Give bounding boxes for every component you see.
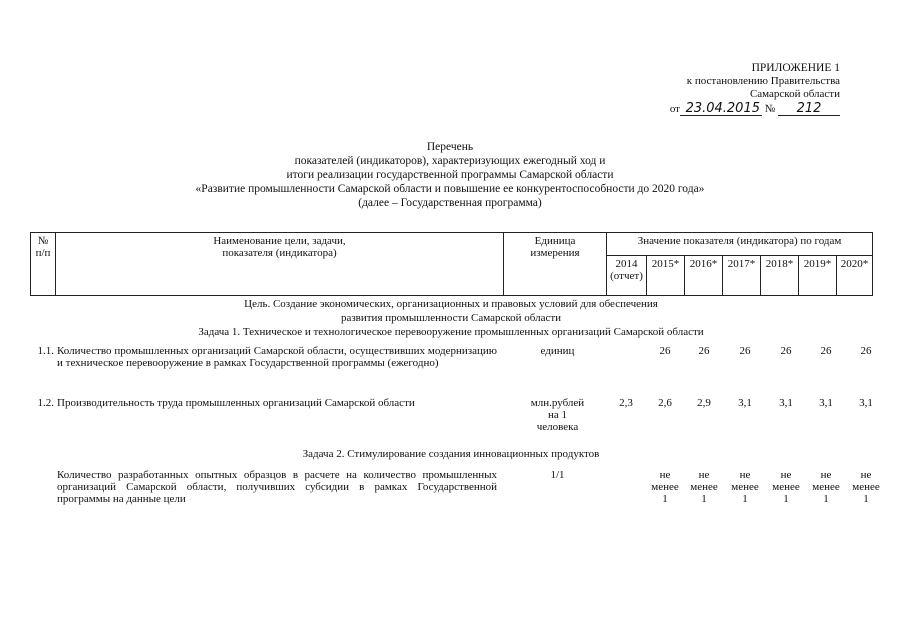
- header-year: 2020*: [837, 256, 873, 296]
- row-value-2018: [767, 469, 805, 505]
- title-line-2: показателей (индикаторов), характеризующих ежегодный ход и: [294, 155, 606, 167]
- row-value-2017: 26: [739, 345, 751, 357]
- task-2-heading: Задача 2. Стимулирование создания инновационных продуктов: [302, 448, 600, 460]
- task-1-heading: Задача 1. Техническое и технологическое перевооружение промышленных организаций Самарской области: [198, 326, 704, 338]
- header-unit: [504, 233, 607, 296]
- header-values-title: Значение показателя (индикатора) по годам: [607, 233, 873, 256]
- row-unit-line-3: человека: [536, 421, 579, 433]
- row-value-2016: 26: [698, 345, 710, 357]
- handwritten-date: 23.04.2015: [680, 102, 762, 116]
- header-name: [56, 233, 504, 296]
- table-body: [30, 297, 880, 513]
- value-line-3: 1: [783, 493, 789, 505]
- value-line-3: 1: [823, 493, 829, 505]
- row-value-2018: 3,1: [779, 397, 793, 409]
- header-year: 2017*: [723, 256, 761, 296]
- row-value-2019: 26: [820, 345, 832, 357]
- table-row: [30, 469, 880, 513]
- row-value-2017: [726, 469, 764, 505]
- value-line-3: 1: [701, 493, 707, 505]
- row-value-2016: [685, 469, 723, 505]
- row-number: 1.1.: [37, 345, 54, 357]
- value-line-2: менее: [772, 481, 800, 493]
- row-unit: [506, 397, 609, 433]
- header-year: 2016*: [685, 256, 723, 296]
- row-unit-line-1: млн.рублей: [530, 397, 585, 409]
- header-num-line-1: №: [37, 235, 49, 247]
- appendix-block: [600, 62, 840, 116]
- row-value-2014: 2,3: [619, 397, 633, 409]
- value-line-1: не: [659, 469, 671, 481]
- row-value-2020: 26: [860, 345, 872, 357]
- row-value-2016: 2,9: [697, 397, 711, 409]
- row-value-2015: 26: [659, 345, 671, 357]
- value-line-3: 1: [662, 493, 668, 505]
- header-year: 2019*: [799, 256, 837, 296]
- table-row: [30, 345, 872, 397]
- appendix-title: ПРИЛОЖЕНИЕ 1: [751, 62, 840, 74]
- title-line-4: «Развитие промышленности Самарской области и повышение ее конкурентоспособности до 2020 года»: [195, 183, 705, 195]
- document-title: [140, 140, 760, 210]
- appendix-sign-line: [600, 102, 840, 116]
- appendix-region-line: Самарской области: [749, 88, 840, 100]
- value-line-1: не: [698, 469, 710, 481]
- value-line-3: 1: [863, 493, 869, 505]
- value-line-2: менее: [690, 481, 718, 493]
- value-line-1: не: [860, 469, 872, 481]
- row-name: Количество промышленных организаций Самарской области, осуществивших модернизацию и техническое перевооружение в рамках Государственной программы (ежегодно): [57, 345, 497, 369]
- value-line-1: не: [820, 469, 832, 481]
- value-line-2: менее: [852, 481, 880, 493]
- row-unit-line-2: на 1: [547, 409, 568, 421]
- header-year-2014-note: (отчет): [610, 270, 643, 283]
- header-num-line-2: п/п: [35, 247, 51, 259]
- header-year: 2015*: [647, 256, 685, 296]
- row-unit: 1/1: [550, 469, 565, 481]
- title-line-3: итоги реализации государственной программы Самарской области: [286, 169, 614, 181]
- value-line-1: не: [739, 469, 751, 481]
- header-year-2014-label: 2014: [615, 258, 638, 271]
- row-value-2019: [807, 469, 845, 505]
- row-value-2018: 26: [780, 345, 792, 357]
- row-value-2015: [646, 469, 684, 505]
- from-label: от: [669, 103, 680, 115]
- appendix-decree-line: к постановлению Правительства: [686, 75, 840, 87]
- goal-line-2: развития промышленности Самарской области: [340, 312, 562, 324]
- table-header: [30, 232, 873, 296]
- table-row: [30, 397, 872, 447]
- header-num: [31, 233, 56, 296]
- row-value-2020: 3,1: [859, 397, 873, 409]
- value-line-2: менее: [651, 481, 679, 493]
- goal-heading: [30, 297, 872, 325]
- number-label: №: [764, 103, 776, 115]
- row-name: Количество разработанных опытных образцов в расчете на количество промышленных организаций Самарской области, получивших субсидии в рамках Государственной программы на данные цели: [57, 469, 497, 505]
- value-line-1: не: [780, 469, 792, 481]
- header-year-2014: [607, 256, 647, 296]
- row-value-2019: 3,1: [819, 397, 833, 409]
- row-value-2020: [847, 469, 885, 505]
- row-unit: единиц: [540, 345, 575, 357]
- value-line-3: 1: [742, 493, 748, 505]
- header-name-line-1: Наименование цели, задачи,: [213, 235, 346, 247]
- title-line-1: Перечень: [426, 141, 474, 153]
- header-unit-line-2: измерения: [530, 247, 580, 259]
- row-value-2015: 2,6: [658, 397, 672, 409]
- row-number: 1.2.: [37, 397, 54, 409]
- header-name-line-2: показателя (индикатора): [222, 247, 337, 259]
- title-line-5: (далее – Государственная программа): [358, 197, 542, 209]
- row-name: Производительность труда промышленных организаций Самарской области: [57, 397, 415, 409]
- value-line-2: менее: [731, 481, 759, 493]
- handwritten-number: 212: [778, 102, 840, 116]
- header-unit-line-1: Единица: [534, 235, 576, 247]
- value-line-2: менее: [812, 481, 840, 493]
- row-value-2017: 3,1: [738, 397, 752, 409]
- goal-line-1: Цель. Создание экономических, организационных и правовых условий для обеспечения: [244, 298, 658, 310]
- header-year: 2018*: [761, 256, 799, 296]
